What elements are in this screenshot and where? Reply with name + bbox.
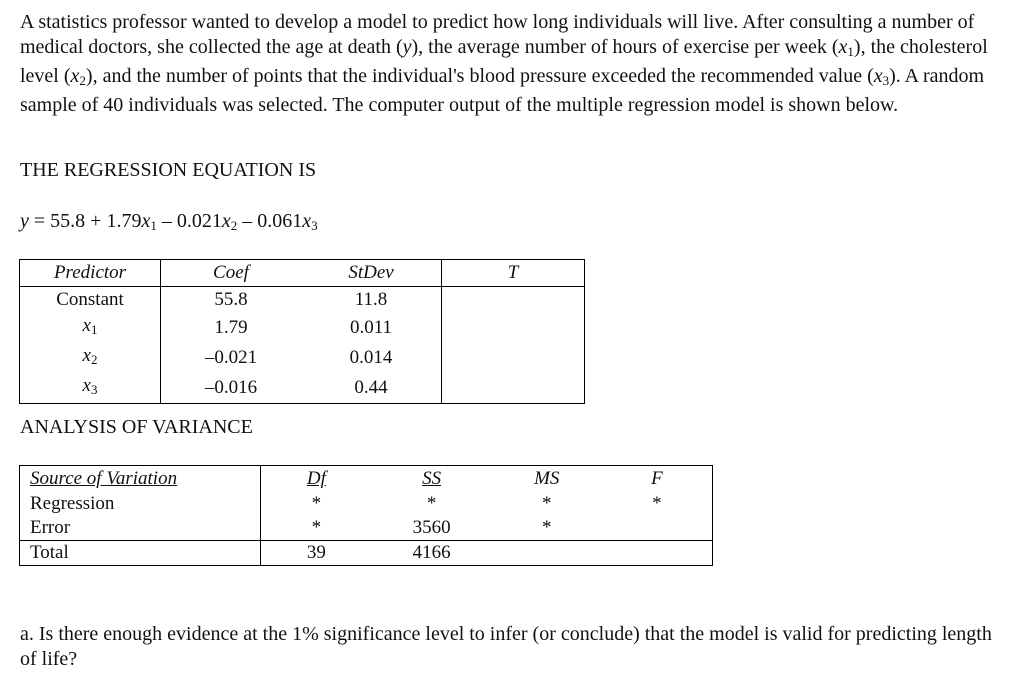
f-cell: * [652,493,662,514]
header-df: Df [306,468,326,489]
predictor-cell: $x_1$ [20,313,161,343]
table-row [20,313,585,343]
t-cell [442,287,585,314]
ms-cell: * [542,493,552,514]
stdev-cell: 0.44 [354,377,388,398]
header-source: Source of Variation [20,466,261,493]
coef-cell: –0.021 [204,347,258,368]
header-predictor: Predictor [20,260,161,287]
coef-cell: 1.79 [214,317,248,338]
predictor-cell: $x_2$ [20,343,161,373]
predictor-cell: $x_3$ [20,373,161,404]
ss-cell: 3560 [412,517,451,538]
table-row [20,373,585,404]
header-f: F [651,468,663,489]
header-ss: SS [422,468,442,489]
table-header-row [20,260,585,287]
header-coef: Coef [161,260,302,287]
question-a: a. Is there enough evidence at the 1% significance level to infer (or conclude) that the model is valid for predicting length of life? [20,623,992,670]
table-row [20,492,713,516]
df-cell: * [311,493,322,514]
header-stdev: StDev [301,260,442,287]
df-cell: * [311,517,322,538]
anova-table [19,465,713,566]
source-cell: Total [20,541,261,566]
ms-cell [492,541,602,566]
regression-equation: $y = 55.8 + 1.79x_1 - 0.021x_2 - 0.061x_3$ [20,210,318,233]
stdev-cell: 0.014 [349,347,393,368]
ss-cell: * [426,493,437,514]
table-row [20,287,585,314]
coef-cell: 55.8 [214,289,248,310]
f-cell [602,541,713,566]
table-row [20,541,713,566]
header-t: T [442,260,585,287]
t-cell [442,373,585,404]
regression-heading: THE REGRESSION EQUATION IS [20,159,317,181]
source-cell: Error [20,516,261,541]
table-row [20,343,585,373]
predictor-cell: Constant [20,287,161,314]
anova-heading: ANALYSIS OF VARIANCE [20,416,253,438]
coefficient-table [19,259,585,404]
table-row [20,516,713,541]
intro-paragraph: A statistics professor wanted to develop a model to predict how long individuals will live. After consulting a number of medical doctors, she collected the age at death (y), the average number of hours of exercise per week $(x_1)$, the cholesterol level $(x_2)$, and the number of points that the individual's blood pressure exceeded the recommended value $(x_3)$. A random sample of 40 individuals was selected. The computer output of the multiple regression model is shown below. [20,11,988,116]
source-cell: Regression [20,492,261,516]
f-cell [602,516,713,541]
table-header-row [20,466,713,493]
stdev-cell: 11.8 [354,289,388,310]
t-cell [442,313,585,343]
header-ms: MS [534,468,560,489]
ss-cell: 4166 [372,541,492,566]
ms-cell: * [542,517,552,538]
coef-cell: –0.016 [204,377,258,398]
t-cell [442,343,585,373]
stdev-cell: 0.011 [349,317,393,338]
df-cell: 39 [261,541,372,566]
